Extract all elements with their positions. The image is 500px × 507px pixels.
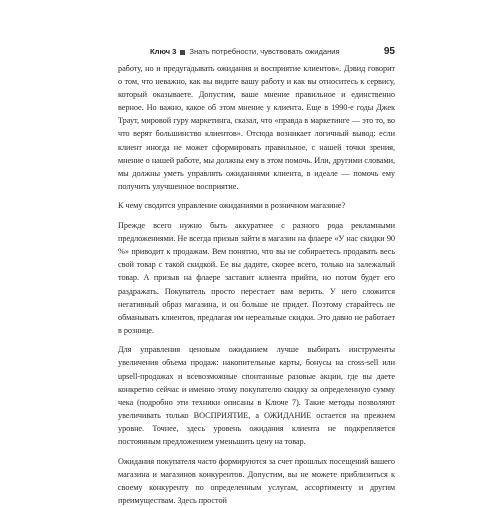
body-text [118, 62, 395, 507]
paragraph: К чему сводится управление ожиданиями в розничном магазине? [118, 201, 346, 211]
paragraph: Прежде всего нужно быть аккуратнее с разного рода рекламными предложениями. Не всегда призыв зайти в магазин на флаере «У нас скидки 90 %» приводит к продажам. Вем понятно, что вы не собираетесь продавать весь свой товар с такой скидкой. Ее вы дадите, скорее всего, только на залежалый товар. А призыв на флаере заставит клиента прийти, но потом будет его раздражать. Покупатель просто перестает вам верить. У него сложится негативный образ магазина, и он больше не придет. Поэтому старайтесь не обманывать клиентов, предлагая им нереальные скидки. Это давно не работает в рознице. [118, 221, 395, 335]
page-number: 95 [383, 46, 395, 57]
paragraph: Ожидания покупателя часто формируются за счет прошлых посещений вашего магазина и магазинов конкурентов. Допустим, вы не можете приблизиться к своему конкуренту по определенным услугам, ассортименту и другим преимуществам. Здесь простой [118, 456, 395, 505]
chapter-key-label: Ключ 3 [150, 47, 177, 56]
paragraph: работу, но и предугадывать ожидания и восприятие клиентов». Дэвид говорит о том, что неважно, как вы видите вашу работу и как вы относитесь к сервису, который оказываете. Допустим, ваше мнение правильное и единственно верное. Но важно, какое об этом мнение у клиента. Еще в 1990-е годы Джек Траут, мировой гуру маркетинга, сказал, что «правда в маркетинге — это то, во что верят большинство клиентов». Отсюда возникает логичный вывод: если клиент иногда не может сформировать правильное, с нашей точки зрения, мнение о нашей работе, мы должны ему в этом помочь. Или, другими словами, мы должны уметь управлять ожиданиями клиента, в идеале — помочь ему получить улучшенное восприятие. [118, 64, 395, 191]
running-head [150, 45, 395, 59]
chapter-title: Знать потребности, чувствовать ожидания [189, 47, 340, 56]
square-bullet-icon [180, 50, 185, 55]
paragraph: Для управления ценовым ожиданием лучше выбирать инструменты увеличения объема продаж: накопительные карты, бонусы на cross-sell или upsell-продажах и всевозможные спонтанные разовые акции, где вы даете конкретно сейчас и именно этому покупателю скидку за определенную сумму чека (подробно эти техники описаны в Ключе 7). Такие методы позволяют увеличивать только ВОСПРИЯТИЕ, а ОЖИДАНИЕ остается на прежнем уровне. Точнее, здесь уровень ожидания клиента не подкрепляется постоянным предложением уменьшить цену на товар. [118, 345, 395, 447]
